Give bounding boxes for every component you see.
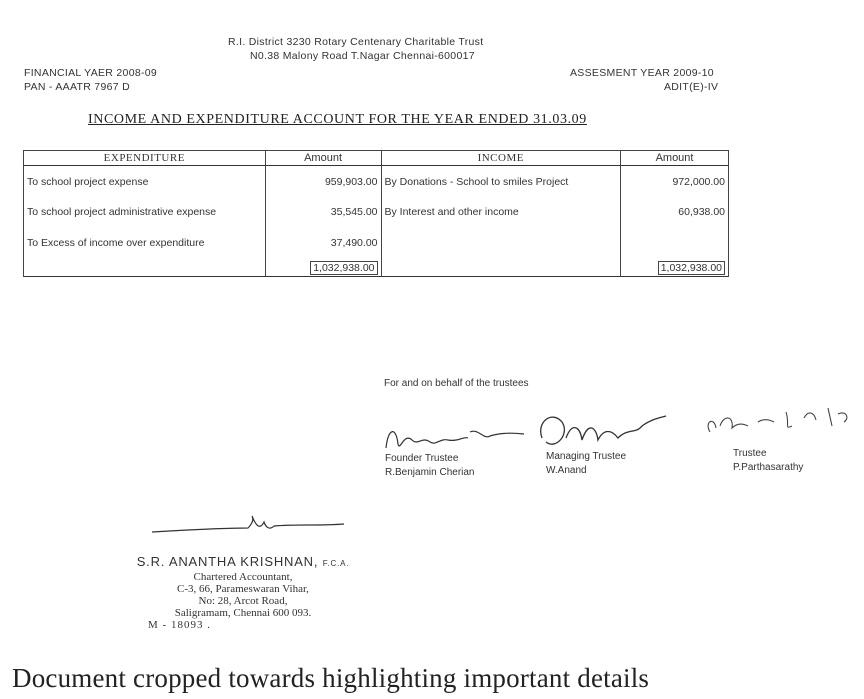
expenditure-cell: To school project administrative expense <box>24 198 266 226</box>
exp-amount-cell: 37,490.00 <box>265 226 381 260</box>
table-row <box>24 166 729 199</box>
adit-code: ADIT(E)-IV <box>664 81 719 93</box>
financial-year: FINANCIAL YAER 2008-09 <box>24 67 158 79</box>
inc-amount-cell: 60,938.00 <box>621 198 729 226</box>
behalf-text: For and on behalf of the trustees <box>384 378 529 389</box>
auditor-address-2: No: 28, Arcot Road, <box>198 595 288 607</box>
expenditure-cell: To Excess of income over expenditure <box>24 226 266 260</box>
auditor-suffix: F.C.A. <box>322 559 350 568</box>
income-cell <box>381 226 621 260</box>
page-title: INCOME AND EXPENDITURE ACCOUNT FOR THE YEAR ENDED 31.03.09 <box>88 112 587 127</box>
table-header-row <box>24 151 729 166</box>
assessment-year: ASSESMENT YEAR 2009-10 <box>570 67 714 79</box>
income-cell: By Interest and other income <box>381 198 621 226</box>
auditor-address-3: Saligramam, Chennai 600 093. <box>174 607 312 619</box>
col-header-exp-amount: Amount <box>265 151 381 166</box>
income-cell: By Donations - School to smiles Project <box>381 166 621 199</box>
footer-caption: Document cropped towards highlighting important details <box>12 663 650 693</box>
trust-address: N0.38 Malony Road T.Nagar Chennai-600017 <box>250 50 475 62</box>
founder-name: R.Benjamin Cherian <box>385 467 475 478</box>
exp-amount-cell: 959,903.00 <box>265 166 381 199</box>
trustee-title: Trustee <box>733 448 767 459</box>
inc-total-cell <box>621 260 729 277</box>
auditor-name-line <box>118 554 368 569</box>
exp-amount-cell: 35,545.00 <box>265 198 381 226</box>
table-row <box>24 226 729 260</box>
total-label-cell <box>24 260 266 277</box>
account-table <box>23 150 729 277</box>
founder-signature <box>378 418 528 458</box>
auditor-address-1: C-3, 66, Parameswaran Vihar, <box>177 583 309 595</box>
pan-number: PAN - AAATR 7967 D <box>24 81 130 93</box>
auditor-stamp <box>118 554 368 631</box>
total-row <box>24 260 729 277</box>
auditor-name: S.R. ANANTHA KRISHNAN, <box>136 554 319 569</box>
exp-total-cell <box>265 260 381 277</box>
exp-total-value: 1,032,938.00 <box>310 261 377 275</box>
trustee-signature <box>700 400 860 440</box>
expenditure-cell: To school project expense <box>24 166 266 199</box>
auditor-signature <box>148 512 348 542</box>
auditor-designation: Chartered Accountant, <box>193 571 293 583</box>
founder-title: Founder Trustee <box>385 453 459 464</box>
trust-name: R.I. District 3230 Rotary Centenary Charitable Trust <box>228 36 484 48</box>
auditor-membership: M - 18093 . <box>148 619 211 631</box>
col-header-inc-amount: Amount <box>621 151 729 166</box>
trustee-name: P.Parthasarathy <box>733 462 804 473</box>
managing-name: W.Anand <box>546 465 587 476</box>
total-label-cell <box>381 260 621 277</box>
inc-total-value: 1,032,938.00 <box>658 261 725 275</box>
table-row <box>24 198 729 226</box>
managing-title: Managing Trustee <box>546 451 627 462</box>
col-header-income: INCOME <box>381 151 621 166</box>
inc-amount-cell <box>621 226 729 260</box>
inc-amount-cell: 972,000.00 <box>621 166 729 199</box>
col-header-expenditure: EXPENDITURE <box>24 151 266 166</box>
